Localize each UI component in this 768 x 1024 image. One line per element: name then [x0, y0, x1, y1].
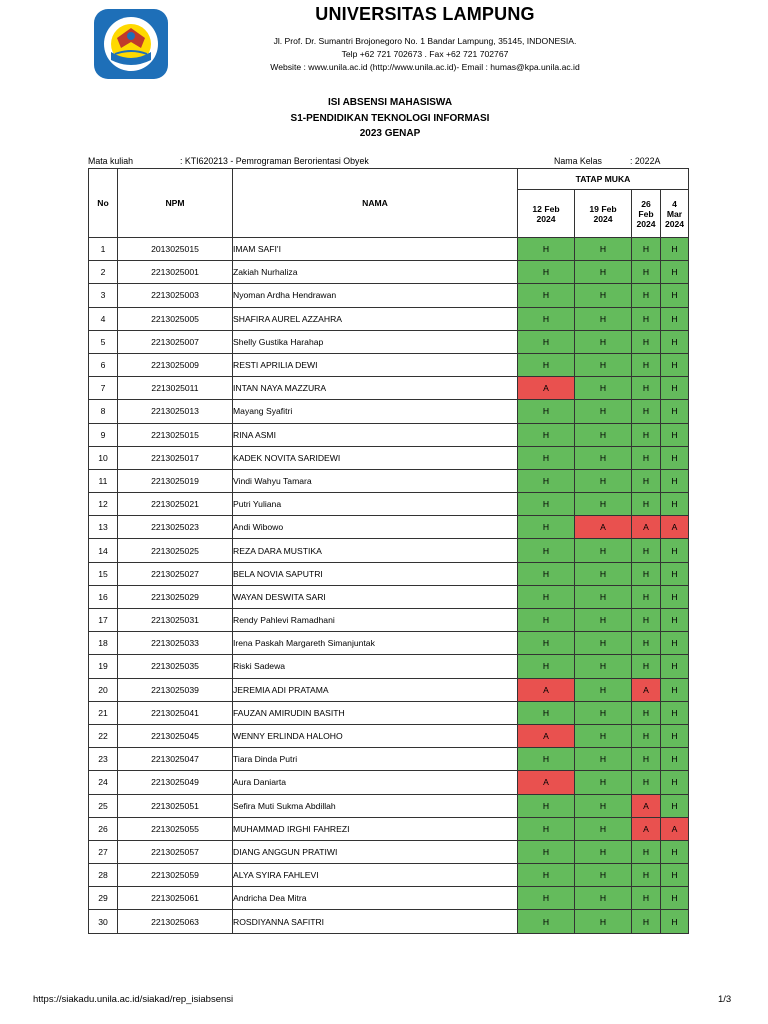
footer-url: https://siakadu.unila.ac.id/siakad/rep_isiabsensi — [33, 994, 234, 1005]
student-name: Shelly Gustika Harahap — [233, 330, 518, 353]
date-2-line-2: 2024 — [593, 213, 613, 224]
row-number: 19 — [89, 655, 118, 678]
student-npm: 2213025033 — [118, 632, 233, 655]
attendance-status-cell: H — [632, 748, 661, 771]
table-row — [89, 910, 689, 933]
student-npm: 2213025061 — [118, 887, 233, 910]
student-npm: 2213025005 — [118, 307, 233, 330]
student-name: Andricha Dea Mitra — [233, 887, 518, 910]
attendance-status-cell: H — [575, 632, 632, 655]
attendance-status-cell: H — [518, 887, 575, 910]
table-row — [89, 817, 689, 840]
table-row — [89, 678, 689, 701]
student-name: IMAM SAFI'I — [233, 238, 518, 261]
student-npm: 2213025049 — [118, 771, 233, 794]
header-date-4 — [661, 190, 689, 238]
course-value: : KTI620213 - Pemrograman Berorientasi Obyek — [180, 156, 369, 166]
study-program: S1-PENDIDIKAN TEKNOLOGI INFORMASI — [290, 113, 490, 124]
attendance-status-cell: H — [575, 655, 632, 678]
attendance-status-cell: A — [632, 678, 661, 701]
row-number: 25 — [89, 794, 118, 817]
attendance-status-cell: H — [661, 864, 689, 887]
attendance-status-cell: H — [632, 562, 661, 585]
attendance-status-cell: H — [575, 562, 632, 585]
student-npm: 2213025045 — [118, 724, 233, 747]
row-number: 3 — [89, 284, 118, 307]
date-1-line-1: 12 Feb — [532, 203, 560, 214]
attendance-status-cell: H — [575, 284, 632, 307]
row-number: 21 — [89, 701, 118, 724]
attendance-status-cell: H — [575, 701, 632, 724]
student-name: Aura Daniarta — [233, 771, 518, 794]
row-number: 10 — [89, 446, 118, 469]
attendance-status-cell: H — [661, 794, 689, 817]
attendance-status-cell: H — [661, 238, 689, 261]
attendance-status-cell: H — [518, 261, 575, 284]
attendance-status-cell: H — [518, 609, 575, 632]
date-4-line-3: 2024 — [664, 218, 685, 229]
table-row — [89, 469, 689, 492]
attendance-status-cell: H — [575, 748, 632, 771]
row-number: 2 — [89, 261, 118, 284]
row-number: 20 — [89, 678, 118, 701]
university-seal-logo — [93, 8, 169, 80]
attendance-status-cell: H — [518, 330, 575, 353]
attendance-status-cell: H — [518, 794, 575, 817]
attendance-status-cell: H — [575, 817, 632, 840]
attendance-status-cell: H — [518, 585, 575, 608]
attendance-status-cell: H — [575, 493, 632, 516]
student-npm: 2213025021 — [118, 493, 233, 516]
class-value: : 2022A — [630, 156, 661, 166]
attendance-status-cell: H — [518, 539, 575, 562]
attendance-status-cell: H — [575, 887, 632, 910]
attendance-status-cell: H — [661, 678, 689, 701]
row-number: 17 — [89, 609, 118, 632]
table-row — [89, 493, 689, 516]
row-number: 30 — [89, 910, 118, 933]
header-date-1 — [518, 190, 575, 238]
attendance-status-cell: H — [632, 609, 661, 632]
date-3-line-2: Feb — [638, 208, 654, 219]
attendance-status-cell: H — [661, 585, 689, 608]
attendance-status-cell: H — [661, 446, 689, 469]
date-2-line-1: 19 Feb — [589, 203, 617, 214]
attendance-status-cell: H — [632, 284, 661, 307]
student-npm: 2213025029 — [118, 585, 233, 608]
attendance-status-cell: H — [632, 446, 661, 469]
attendance-status-cell: A — [518, 771, 575, 794]
attendance-status-cell: H — [632, 261, 661, 284]
document-title: ISI ABSENSI MAHASISWA — [327, 97, 453, 108]
attendance-status-cell: H — [632, 655, 661, 678]
attendance-status-cell: H — [661, 353, 689, 376]
table-row — [89, 794, 689, 817]
student-npm: 2213025055 — [118, 817, 233, 840]
student-npm: 2213025031 — [118, 609, 233, 632]
date-1-line-2: 2024 — [536, 213, 556, 224]
attendance-status-cell: H — [575, 423, 632, 446]
attendance-status-cell: H — [632, 724, 661, 747]
row-number: 15 — [89, 562, 118, 585]
table-row — [89, 840, 689, 863]
attendance-status-cell: A — [518, 724, 575, 747]
attendance-status-cell: H — [661, 307, 689, 330]
attendance-status-cell: H — [575, 840, 632, 863]
attendance-status-cell: H — [632, 840, 661, 863]
table-row — [89, 562, 689, 585]
student-npm: 2213025011 — [118, 377, 233, 400]
attendance-status-cell: A — [518, 678, 575, 701]
attendance-status-cell: H — [575, 724, 632, 747]
student-npm: 2213025057 — [118, 840, 233, 863]
header-date-2 — [575, 190, 632, 238]
student-name: Putri Yuliana — [233, 493, 518, 516]
attendance-status-cell: H — [518, 655, 575, 678]
attendance-status-cell: H — [518, 446, 575, 469]
phone-fax-line: Telp +62 721 702673 . Fax +62 721 702767 — [341, 49, 509, 59]
student-npm: 2213025039 — [118, 678, 233, 701]
attendance-status-cell: H — [632, 493, 661, 516]
student-name: JEREMIA ADI PRATAMA — [233, 678, 518, 701]
student-npm: 2213025015 — [118, 423, 233, 446]
attendance-status-cell: H — [518, 423, 575, 446]
student-npm: 2213025063 — [118, 910, 233, 933]
attendance-status-cell: H — [632, 307, 661, 330]
student-name: Rendy Pahlevi Ramadhani — [233, 609, 518, 632]
attendance-status-cell: H — [518, 307, 575, 330]
page-number: 1/3 — [718, 994, 732, 1005]
attendance-status-cell: H — [661, 910, 689, 933]
attendance-status-cell: H — [661, 330, 689, 353]
attendance-status-cell: H — [632, 771, 661, 794]
student-npm: 2213025051 — [118, 794, 233, 817]
table-row — [89, 516, 689, 539]
attendance-status-cell: H — [518, 284, 575, 307]
attendance-status-cell: A — [661, 817, 689, 840]
attendance-status-cell: H — [575, 469, 632, 492]
attendance-status-cell: H — [661, 701, 689, 724]
attendance-status-cell: H — [575, 585, 632, 608]
attendance-status-cell: A — [518, 377, 575, 400]
attendance-status-cell: H — [518, 864, 575, 887]
table-row — [89, 539, 689, 562]
attendance-status-cell: H — [661, 284, 689, 307]
attendance-status-cell: H — [518, 562, 575, 585]
attendance-status-cell: A — [661, 516, 689, 539]
row-number: 9 — [89, 423, 118, 446]
attendance-table — [88, 168, 689, 934]
row-number: 23 — [89, 748, 118, 771]
row-number: 11 — [89, 469, 118, 492]
attendance-status-cell: H — [632, 238, 661, 261]
row-number: 4 — [89, 307, 118, 330]
attendance-status-cell: H — [575, 307, 632, 330]
student-npm: 2213025059 — [118, 864, 233, 887]
table-row — [89, 377, 689, 400]
header-tatap-muka: TATAP MUKA — [518, 169, 689, 190]
attendance-status-cell: H — [661, 748, 689, 771]
table-row — [89, 655, 689, 678]
student-name: INTAN NAYA MAZZURA — [233, 377, 518, 400]
student-name: REZA DARA MUSTIKA — [233, 539, 518, 562]
student-npm: 2213025019 — [118, 469, 233, 492]
row-number: 22 — [89, 724, 118, 747]
attendance-status-cell: H — [575, 238, 632, 261]
table-row — [89, 887, 689, 910]
student-npm: 2213025017 — [118, 446, 233, 469]
table-row — [89, 585, 689, 608]
attendance-status-cell: A — [575, 516, 632, 539]
attendance-status-cell: H — [632, 864, 661, 887]
table-row — [89, 261, 689, 284]
table-row — [89, 864, 689, 887]
table-row — [89, 701, 689, 724]
student-name: RESTI APRILIA DEWI — [233, 353, 518, 376]
attendance-status-cell: H — [518, 817, 575, 840]
attendance-status-cell: H — [632, 910, 661, 933]
student-name: Nyoman Ardha Hendrawan — [233, 284, 518, 307]
table-row — [89, 771, 689, 794]
student-name: Sefira Muti Sukma Abdillah — [233, 794, 518, 817]
attendance-status-cell: H — [632, 585, 661, 608]
class-label: Nama Kelas — [554, 156, 602, 166]
student-name: DIANG ANGGUN PRATIWI — [233, 840, 518, 863]
attendance-status-cell: H — [632, 353, 661, 376]
attendance-status-cell: H — [575, 864, 632, 887]
row-number: 12 — [89, 493, 118, 516]
address-line: Jl. Prof. Dr. Sumantri Brojonegoro No. 1 Bandar Lampung, 35145, INDONESIA. — [273, 36, 577, 46]
attendance-status-cell: H — [661, 493, 689, 516]
student-name: ALYA SYIRA FAHLEVI — [233, 864, 518, 887]
row-number: 6 — [89, 353, 118, 376]
attendance-status-cell: H — [661, 400, 689, 423]
row-number: 5 — [89, 330, 118, 353]
attendance-status-cell: H — [632, 400, 661, 423]
row-number: 29 — [89, 887, 118, 910]
attendance-status-cell: H — [661, 423, 689, 446]
attendance-rows — [89, 238, 689, 934]
student-name: Zakiah Nurhaliza — [233, 261, 518, 284]
row-number: 13 — [89, 516, 118, 539]
attendance-status-cell: H — [661, 887, 689, 910]
table-row — [89, 330, 689, 353]
table-row — [89, 446, 689, 469]
attendance-status-cell: H — [575, 771, 632, 794]
attendance-status-cell: H — [661, 609, 689, 632]
student-npm: 2213025001 — [118, 261, 233, 284]
student-name: Andi Wibowo — [233, 516, 518, 539]
table-row — [89, 400, 689, 423]
row-number: 8 — [89, 400, 118, 423]
attendance-status-cell: H — [632, 701, 661, 724]
student-name: Riski Sadewa — [233, 655, 518, 678]
date-3-line-1: 26 — [641, 198, 651, 209]
attendance-status-cell: H — [518, 469, 575, 492]
attendance-status-cell: A — [632, 817, 661, 840]
attendance-status-cell: H — [661, 377, 689, 400]
header-nama: NAMA — [233, 169, 518, 238]
attendance-status-cell: H — [518, 353, 575, 376]
row-number: 1 — [89, 238, 118, 261]
attendance-status-cell: H — [661, 539, 689, 562]
table-row — [89, 238, 689, 261]
website-email-line: Website : www.unila.ac.id (http://www.unila.ac.id)- Email : humas@kpa.unila.ac.id — [270, 62, 580, 72]
student-npm: 2213025025 — [118, 539, 233, 562]
attendance-status-cell: H — [518, 632, 575, 655]
attendance-status-cell: H — [661, 655, 689, 678]
attendance-status-cell: H — [661, 724, 689, 747]
row-number: 28 — [89, 864, 118, 887]
student-name: Vindi Wahyu Tamara — [233, 469, 518, 492]
student-name: BELA NOVIA SAPUTRI — [233, 562, 518, 585]
row-number: 18 — [89, 632, 118, 655]
student-npm: 2013025015 — [118, 238, 233, 261]
attendance-status-cell: H — [575, 330, 632, 353]
student-name: WENNY ERLINDA HALOHO — [233, 724, 518, 747]
attendance-status-cell: H — [661, 840, 689, 863]
student-npm: 2213025047 — [118, 748, 233, 771]
attendance-status-cell: H — [518, 840, 575, 863]
row-number: 26 — [89, 817, 118, 840]
attendance-status-cell: H — [518, 516, 575, 539]
student-name: FAUZAN AMIRUDIN BASITH — [233, 701, 518, 724]
table-row — [89, 609, 689, 632]
attendance-status-cell: H — [518, 238, 575, 261]
row-number: 14 — [89, 539, 118, 562]
student-name: RINA ASMI — [233, 423, 518, 446]
attendance-status-cell: H — [518, 493, 575, 516]
attendance-status-cell: H — [575, 377, 632, 400]
date-4-line-2: Mar — [666, 208, 683, 219]
attendance-status-cell: H — [632, 377, 661, 400]
table-row — [89, 632, 689, 655]
student-name: SHAFIRA AUREL AZZAHRA — [233, 307, 518, 330]
attendance-status-cell: A — [632, 794, 661, 817]
student-npm: 2213025027 — [118, 562, 233, 585]
table-row — [89, 748, 689, 771]
attendance-status-cell: H — [661, 771, 689, 794]
row-number: 7 — [89, 377, 118, 400]
attendance-status-cell: H — [632, 330, 661, 353]
academic-period: 2023 GENAP — [359, 128, 421, 139]
student-name: Irena Paskah Margareth Simanjuntak — [233, 632, 518, 655]
attendance-status-cell: H — [632, 632, 661, 655]
attendance-status-cell: H — [518, 910, 575, 933]
attendance-status-cell: H — [575, 400, 632, 423]
student-name: ROSDIYANNA SAFITRI — [233, 910, 518, 933]
student-npm: 2213025035 — [118, 655, 233, 678]
course-label: Mata kuliah — [88, 156, 133, 166]
attendance-status-cell: H — [661, 261, 689, 284]
attendance-status-cell: H — [575, 446, 632, 469]
student-name: MUHAMMAD IRGHI FAHREZI — [233, 817, 518, 840]
header-no: No — [89, 169, 118, 238]
header-date-3 — [632, 190, 661, 238]
attendance-status-cell: H — [661, 632, 689, 655]
attendance-status-cell: H — [575, 794, 632, 817]
attendance-status-cell: H — [575, 539, 632, 562]
attendance-status-cell: H — [632, 539, 661, 562]
table-row — [89, 423, 689, 446]
row-number: 27 — [89, 840, 118, 863]
student-npm: 2213025003 — [118, 284, 233, 307]
attendance-status-cell: H — [575, 353, 632, 376]
attendance-status-cell: H — [518, 400, 575, 423]
attendance-status-cell: H — [575, 910, 632, 933]
date-3-line-3: 2024 — [636, 218, 656, 229]
university-name: UNIVERSITAS LAMPUNG — [315, 4, 535, 24]
attendance-status-cell: H — [518, 748, 575, 771]
row-number: 24 — [89, 771, 118, 794]
student-npm: 2213025007 — [118, 330, 233, 353]
attendance-status-cell: H — [632, 423, 661, 446]
attendance-status-cell: H — [632, 887, 661, 910]
student-name: KADEK NOVITA SARIDEWI — [233, 446, 518, 469]
row-number: 16 — [89, 585, 118, 608]
student-npm: 2213025023 — [118, 516, 233, 539]
student-npm: 2213025041 — [118, 701, 233, 724]
attendance-status-cell: H — [661, 469, 689, 492]
table-row — [89, 353, 689, 376]
student-npm: 2213025013 — [118, 400, 233, 423]
attendance-status-cell: H — [661, 562, 689, 585]
date-4-line-1: 4 — [672, 198, 677, 209]
table-row — [89, 307, 689, 330]
student-npm: 2213025009 — [118, 353, 233, 376]
table-row — [89, 284, 689, 307]
student-name: Mayang Syafitri — [233, 400, 518, 423]
attendance-status-cell: H — [575, 678, 632, 701]
header-npm: NPM — [118, 169, 233, 238]
attendance-status-cell: H — [575, 609, 632, 632]
student-name: Tiara Dinda Putri — [233, 748, 518, 771]
student-name: WAYAN DESWITA SARI — [233, 585, 518, 608]
attendance-status-cell: A — [632, 516, 661, 539]
table-row — [89, 724, 689, 747]
attendance-status-cell: H — [632, 469, 661, 492]
attendance-status-cell: H — [518, 701, 575, 724]
attendance-status-cell: H — [575, 261, 632, 284]
